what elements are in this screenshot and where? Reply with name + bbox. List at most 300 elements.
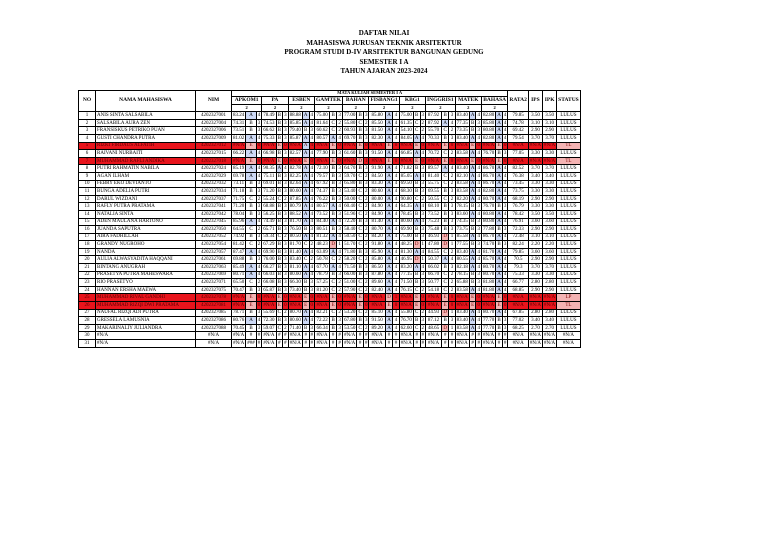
average-score: 70.5 xyxy=(508,256,529,264)
grade-point: 0 xyxy=(450,158,454,164)
row-number: 5 xyxy=(79,142,96,150)
table-row xyxy=(79,203,581,211)
grade-point: 3 xyxy=(450,112,454,118)
grade-point: 1 xyxy=(450,325,454,331)
grade-point: 4 xyxy=(503,188,507,194)
grade-score: #N/A xyxy=(315,340,330,348)
table-row xyxy=(79,226,581,234)
grade-letter: # xyxy=(469,332,476,340)
average-score: 73.75 xyxy=(508,188,529,196)
grade-point: # xyxy=(364,333,368,339)
status-value: TL xyxy=(557,302,581,310)
grade-point: 3 xyxy=(257,287,261,293)
grade-letter: B xyxy=(331,188,335,194)
grade-score: 47.80 xyxy=(426,241,442,249)
grade-score: #N/A xyxy=(483,295,495,301)
grade-score: 68.30 xyxy=(400,188,412,194)
ips-value: 3.30 xyxy=(528,203,542,211)
status-value: LULUS xyxy=(557,241,581,249)
ipk-value: 3.30 xyxy=(543,188,557,196)
grade-point: 4 xyxy=(394,287,398,293)
grade-point: 0 xyxy=(394,158,398,164)
grade-score: #N/A xyxy=(456,340,468,346)
grade-score: #N/A xyxy=(289,158,301,164)
grade-score: 73.52 xyxy=(426,210,442,218)
grade-point: 3 xyxy=(257,128,261,134)
grade-point: 3 xyxy=(257,188,261,194)
grade-point: 3 xyxy=(338,173,341,179)
grade-letter: # xyxy=(496,340,503,348)
header-credit: 2 xyxy=(481,104,507,112)
grade-letter: A xyxy=(497,181,501,187)
ipk-value: #N/A xyxy=(544,295,556,301)
grade-score: 82.30 xyxy=(369,134,385,142)
grade-point: 4 xyxy=(394,242,398,248)
grade-point: 0 xyxy=(364,302,368,308)
grade-letter: A xyxy=(443,120,448,126)
student-name: BINTANG ANUGRAH xyxy=(96,264,196,272)
grade-point: 2 xyxy=(421,120,425,126)
grade-letter: B xyxy=(331,196,335,202)
grade-point: 3 xyxy=(257,181,261,187)
grade-letter: A xyxy=(246,165,257,173)
header-credit: 2 xyxy=(288,104,314,112)
table-row xyxy=(79,195,581,203)
grade-letter: A xyxy=(497,211,501,217)
grade-point: 3 xyxy=(364,150,368,156)
status-value: LULUS xyxy=(557,233,581,241)
grade-point: 3 xyxy=(364,318,368,324)
status-value: LULUS xyxy=(557,188,581,196)
student-nim: 4202327018 xyxy=(196,157,232,165)
grade-letter: # xyxy=(442,332,449,340)
grade-point: 3 xyxy=(503,318,507,324)
student-nim: 4202327071 xyxy=(196,279,232,287)
grade-point: 2 xyxy=(421,310,425,316)
table-row xyxy=(79,188,581,196)
grade-letter: C xyxy=(358,287,362,293)
ips-value: 2.90 xyxy=(528,286,542,294)
student-nim: 4202327006 xyxy=(196,127,232,135)
grade-letter: A xyxy=(470,249,475,255)
grade-letter: A xyxy=(497,234,501,240)
grade-score: 67.92 xyxy=(316,181,328,187)
grade-point: 4 xyxy=(257,219,261,225)
grade-point: 4 xyxy=(503,211,507,217)
grade-letter: A xyxy=(414,204,419,210)
grade-point: 4 xyxy=(310,135,313,141)
grade-score: #N/A xyxy=(483,302,495,308)
grade-letter: B xyxy=(415,318,419,324)
ipk-value: 2.80 xyxy=(543,279,557,287)
grade-score: #N/A xyxy=(456,302,468,308)
grade-score: 79.57 xyxy=(316,173,328,179)
grade-letter: A xyxy=(497,272,501,278)
grade-letter: A xyxy=(303,112,308,118)
grade-letter: C xyxy=(358,196,362,202)
grade-letter: B xyxy=(277,219,281,225)
grade-score: 64.35 xyxy=(400,204,412,210)
grade-point: 3 xyxy=(477,242,480,248)
grade-letter: C xyxy=(442,286,449,294)
grade-score: #N/A xyxy=(233,333,245,339)
grade-letter: A xyxy=(414,135,419,141)
grade-score: 80.70 xyxy=(482,272,495,278)
grade-point: 4 xyxy=(310,318,313,324)
grade-letter: B xyxy=(415,188,419,194)
grade-letter: A xyxy=(497,188,501,194)
grade-point: 0 xyxy=(450,295,454,301)
header-subject: GAMTEK xyxy=(316,96,342,103)
grade-score: 74.53 xyxy=(263,120,275,126)
grade-score: 82.80 xyxy=(482,112,495,118)
grade-letter: A xyxy=(277,166,282,172)
grade-score: 51.96 xyxy=(344,211,356,217)
grade-point: # xyxy=(421,333,425,339)
grade-point: # xyxy=(450,333,454,339)
grade-point: 3 xyxy=(364,135,368,141)
grade-score: 50.78 xyxy=(316,257,328,263)
grade-score: 82.80 xyxy=(482,188,495,194)
grade-point: 3 xyxy=(284,188,287,194)
grade-point: # xyxy=(394,333,398,339)
title-line-1: DAFTAR NILAI xyxy=(358,29,410,37)
grade-point: 4 xyxy=(310,264,313,270)
ipk-value: 2.90 xyxy=(543,226,557,234)
grade-letter: # xyxy=(357,332,364,340)
grade-score: 59.34 xyxy=(263,234,275,240)
grade-letter: # xyxy=(302,340,309,348)
table-row xyxy=(79,142,581,150)
grade-score: 77.90 xyxy=(316,150,328,156)
row-number: 12 xyxy=(79,195,96,203)
title-line-2: MAHASISWA JURUSAN TEKNIK ARSITEKTUR xyxy=(306,38,462,47)
row-number: 21 xyxy=(79,264,96,272)
row-number: 28 xyxy=(79,317,96,325)
grade-letter: B xyxy=(246,127,257,135)
grade-letter: B xyxy=(246,203,257,211)
grade-score: 77.55 xyxy=(456,242,468,248)
header-credit: 2 xyxy=(232,104,262,112)
status-value: TL xyxy=(557,142,581,150)
grade-score: 75.00 xyxy=(400,234,412,240)
grade-score: #N/A xyxy=(263,143,275,149)
grade-score: 51.00 xyxy=(344,280,356,286)
status-value: LULUS xyxy=(557,324,581,332)
grade-score: 72.22 xyxy=(316,318,328,324)
grade-point: 0 xyxy=(338,295,341,301)
grade-score: #N/A xyxy=(400,143,412,149)
grade-score: 50.55 xyxy=(426,195,442,203)
grade-point: 2 xyxy=(450,128,454,134)
grade-letter: C xyxy=(304,257,308,263)
student-nim: 4202327054 xyxy=(196,241,232,249)
grade-score: 55.75 xyxy=(426,180,442,188)
grade-letter: A xyxy=(387,272,391,278)
grade-letter: A xyxy=(497,112,501,118)
table-row xyxy=(79,340,581,348)
grade-score: 87.92 xyxy=(426,119,442,127)
grade-letter: A xyxy=(497,280,501,286)
table-row xyxy=(79,294,581,302)
grade-letter: B xyxy=(277,173,281,179)
grade-point: 3 xyxy=(450,264,454,270)
ips-value: 2.20 xyxy=(528,241,542,249)
grade-score: 86.70 xyxy=(482,234,495,240)
grade-letter: A xyxy=(246,218,257,226)
grade-letter: D xyxy=(414,242,419,248)
grade-score: 66.08 xyxy=(263,280,275,286)
grade-letter: B xyxy=(277,226,281,232)
grade-score: #N/A xyxy=(344,143,356,149)
grade-score: 68.88 xyxy=(263,204,275,210)
grade-score: 66.27 xyxy=(263,264,275,270)
grade-point: 2 xyxy=(450,280,454,286)
row-number: 1 xyxy=(79,112,96,120)
grade-score: 86.70 xyxy=(482,181,495,187)
grade-letter: A xyxy=(387,120,391,126)
ipk-value: 3.50 xyxy=(543,210,557,218)
average-score: 72.48 xyxy=(508,233,529,241)
grade-letter: A xyxy=(246,150,257,158)
grade-score: #N/A xyxy=(263,295,275,301)
grade-point: 3 xyxy=(338,226,341,232)
grade-score: #N/A xyxy=(233,295,245,301)
grade-letter: C xyxy=(358,242,362,248)
grade-letter: A xyxy=(387,249,391,255)
grade-score: #N/A xyxy=(426,142,442,150)
grade-letter: E xyxy=(442,294,449,302)
header-credit: 2 xyxy=(315,104,343,112)
grade-letter: C xyxy=(415,310,419,316)
grade-score: 69.70 xyxy=(344,135,356,141)
grade-point: 3 xyxy=(284,120,287,126)
row-number: 19 xyxy=(79,248,96,256)
grade-letter: A xyxy=(387,242,391,248)
grade-point: 2 xyxy=(284,325,287,331)
grade-letter: C xyxy=(442,195,449,203)
table-row xyxy=(79,157,581,165)
grade-score: 80.80 xyxy=(482,128,495,134)
grade-point: 3 xyxy=(257,257,261,263)
status-value: LULUS xyxy=(557,309,581,317)
grade-score: 54.18 xyxy=(426,286,442,294)
grade-letter: C xyxy=(442,180,449,188)
grade-score: 83.40 xyxy=(456,318,468,324)
row-number: 20 xyxy=(79,256,96,264)
grade-letter: C xyxy=(304,242,308,248)
grade-letter: A xyxy=(387,188,391,194)
grade-letter: C xyxy=(246,226,257,234)
grade-score: 64.55 xyxy=(233,226,245,232)
grade-score: 81.80 xyxy=(482,280,495,286)
grade-point: 4 xyxy=(477,249,480,255)
grade-letter: A xyxy=(246,112,257,120)
ipk-value: 3.60 xyxy=(543,218,557,226)
grade-letter: A xyxy=(303,150,308,156)
grade-letter: E xyxy=(497,302,501,308)
student-name: JUANDA SAPUTRA xyxy=(96,226,196,234)
grade-point: 2 xyxy=(310,242,313,248)
grade-point: 4 xyxy=(310,219,313,225)
grade-score: 59.07 xyxy=(263,325,275,331)
grade-letter: B xyxy=(471,120,475,126)
grade-letter: B xyxy=(277,188,281,194)
grade-letter: # xyxy=(330,340,337,348)
average-score: 72.33 xyxy=(508,226,529,234)
grade-score: #N/A xyxy=(344,158,356,164)
header-no: NO xyxy=(79,91,96,112)
grade-point: 3 xyxy=(338,150,341,156)
grade-letter: C xyxy=(358,310,362,316)
student-name: AIRA FADHILLAH xyxy=(96,233,196,241)
status-value: LULUS xyxy=(557,279,581,287)
grade-point: 1 xyxy=(421,242,425,248)
grade-score: 84.55 xyxy=(426,248,442,256)
grade-point: # xyxy=(284,333,287,339)
grade-letter: E xyxy=(331,158,335,164)
grade-letter: D xyxy=(358,158,362,164)
grade-score: 66.02 xyxy=(426,264,442,272)
grade-point: 3 xyxy=(284,181,287,187)
row-number: 10 xyxy=(79,180,96,188)
row-number: 14 xyxy=(79,210,96,218)
grade-letter: A xyxy=(246,317,257,325)
grade-point: # xyxy=(310,340,313,346)
grade-point: 4 xyxy=(477,173,480,179)
grade-point: 4 xyxy=(257,150,261,156)
grade-letter: B xyxy=(277,150,281,156)
grade-score: 82.64 xyxy=(289,181,301,187)
grade-score: 50.37 xyxy=(426,256,442,264)
grade-point: 0 xyxy=(310,302,313,308)
grade-score: 85.19 xyxy=(233,166,245,172)
grade-letter: E xyxy=(304,158,308,164)
grade-score: 65.50 xyxy=(233,280,245,286)
grade-score: 81.70 xyxy=(289,219,301,225)
grade-point: 4 xyxy=(394,211,398,217)
grade-letter: B xyxy=(442,226,449,234)
grade-score: 85.70 xyxy=(482,257,495,263)
grade-letter: A xyxy=(303,173,308,179)
grade-point: 4 xyxy=(503,181,507,187)
grade-score: 77.80 xyxy=(482,226,495,232)
grade-score: #N/A xyxy=(233,340,245,346)
row-number: 11 xyxy=(79,188,96,196)
ipk-value: #N/A xyxy=(544,143,556,149)
grade-score: 81.30 xyxy=(400,249,412,255)
grade-letter: B xyxy=(415,181,419,187)
average-score: 82.52 xyxy=(508,165,529,173)
ips-value: 3.30 xyxy=(528,188,542,196)
grade-point: 2 xyxy=(450,287,454,293)
student-name: SALSABILA AURA ZEN xyxy=(96,119,196,127)
grade-letter: D xyxy=(443,234,448,240)
grade-point: 2 xyxy=(450,181,454,187)
header-rata2: RATA2 xyxy=(508,91,529,112)
grade-letter: A xyxy=(246,271,257,279)
grade-score: 87.85 xyxy=(289,196,301,202)
grade-score: 84.90 xyxy=(369,203,385,211)
grade-score: 70.45 xyxy=(233,325,245,331)
grade-letter: B xyxy=(442,317,449,325)
grade-letter: A xyxy=(387,150,391,156)
grade-score: 74.70 xyxy=(482,242,495,248)
grade-point: 4 xyxy=(503,264,507,270)
table-row xyxy=(79,241,581,249)
grade-letter: A xyxy=(387,280,391,286)
grade-point: 3 xyxy=(284,204,287,210)
grade-letter: A xyxy=(331,249,335,255)
table-row xyxy=(79,119,581,127)
student-nim: 4202327081 xyxy=(196,302,232,310)
grade-letter: B xyxy=(415,272,419,278)
table-row xyxy=(79,172,581,180)
grade-point: # xyxy=(257,333,261,339)
grade-point: 4 xyxy=(284,166,287,172)
grade-point: 0 xyxy=(477,158,480,164)
grade-letter: A xyxy=(303,219,308,225)
student-name: GUSTI CHANDRA PUTRA xyxy=(96,134,196,142)
grade-score: 82.78 xyxy=(289,166,301,172)
grade-point: 3 xyxy=(450,318,454,324)
student-nim: 4202327085 xyxy=(196,309,232,317)
header-nama: NAMA MAHASISWA xyxy=(96,91,196,112)
ipk-value: 3.30 xyxy=(543,203,557,211)
grade-score: 78.49 xyxy=(263,112,275,118)
grade-score: 63.09 xyxy=(316,249,328,255)
grade-point: 4 xyxy=(477,150,480,156)
grade-letter: A xyxy=(387,318,391,324)
average-score: #N/A xyxy=(508,294,529,302)
grade-point: 3 xyxy=(450,188,454,194)
grade-letter: B xyxy=(277,257,281,263)
grade-point: 3 xyxy=(284,128,287,134)
grade-score: 80.80 xyxy=(482,211,495,217)
grade-point: 4 xyxy=(310,173,313,179)
grade-score: 87.80 xyxy=(369,271,385,279)
grade-letter: C xyxy=(358,226,362,232)
ips-value: 3.60 xyxy=(528,248,542,256)
grade-score: 74.49 xyxy=(263,219,275,225)
grade-letter: B xyxy=(246,286,257,294)
grade-point: 2 xyxy=(284,234,287,240)
grade-letter: B xyxy=(331,173,335,179)
ips-value: 3.30 xyxy=(528,180,542,188)
grade-score: #N/A xyxy=(233,302,245,308)
grade-point: 4 xyxy=(421,135,425,141)
grade-score: 69.01 xyxy=(263,181,275,187)
grade-score: #N/A xyxy=(289,295,301,301)
grade-point: 3 xyxy=(364,181,368,187)
student-name: MAKARINALIY JULIANDRA xyxy=(96,324,196,332)
header-nim: NIM xyxy=(196,91,232,112)
grade-point: 2 xyxy=(338,128,341,134)
grade-point: 3 xyxy=(284,264,287,270)
grade-score: 91.50 xyxy=(369,150,385,158)
grade-point: # xyxy=(477,333,480,339)
grade-point: 0 xyxy=(338,158,341,164)
grade-score: #N/A xyxy=(289,333,301,339)
grade-score: 78.04 xyxy=(233,211,245,217)
grade-point: 3 xyxy=(284,219,287,225)
student-nim: 4202327063 xyxy=(196,264,232,272)
grade-score: 71.20 xyxy=(263,188,275,194)
grade-letter: A xyxy=(497,196,501,202)
grade-score: 80.60 xyxy=(400,219,412,225)
grade-letter: A xyxy=(470,211,475,217)
grade-score: 54.10 xyxy=(400,128,412,134)
